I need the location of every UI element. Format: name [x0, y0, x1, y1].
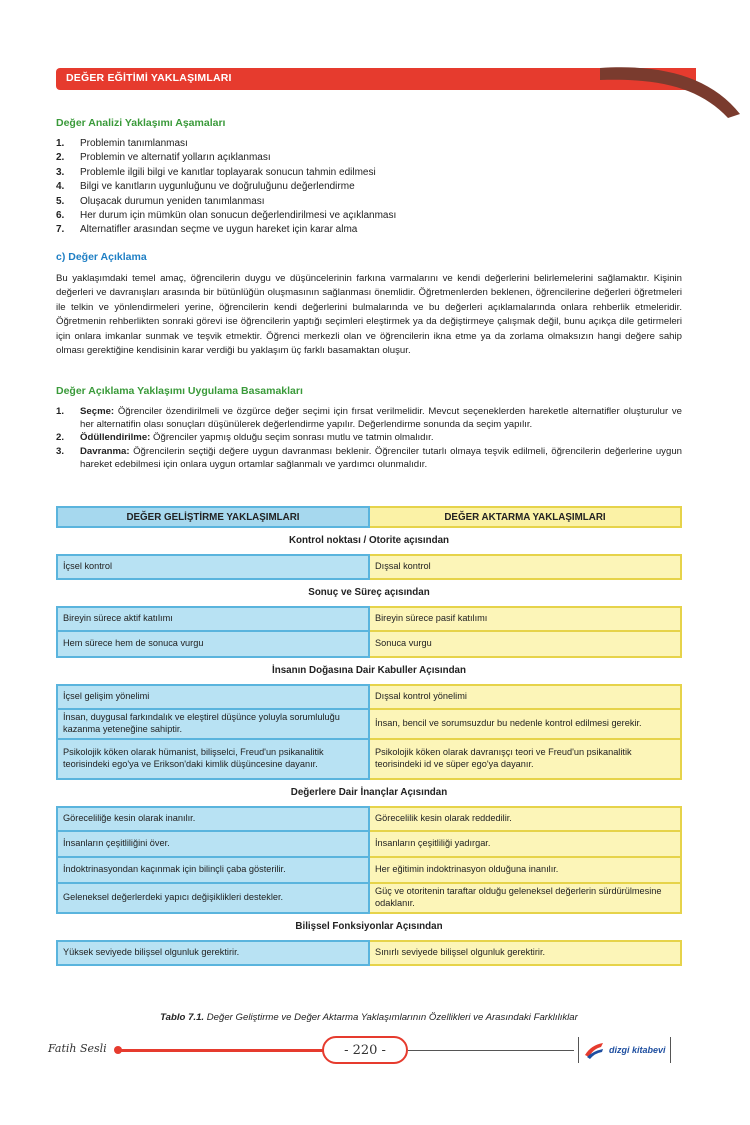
cell-development: Göreceliliğe kesin olarak inanılır.	[56, 806, 370, 832]
caption-text: Değer Geliştirme ve Değer Aktarma Yaklaşımlarının Özellikleri ve Arasındaki Farklılıklar	[206, 1012, 578, 1023]
table-caption	[56, 1012, 682, 1023]
cell-development: Hem sürece hem de sonuca vurgu	[56, 632, 370, 658]
analysis-step	[56, 180, 396, 194]
step-number: 6.	[56, 210, 65, 222]
table-group	[56, 606, 682, 658]
step-text: Alternatifler arasından seçme ve uygun hareket için karar alma	[80, 224, 358, 236]
step-text: Problemin ve alternatif yolların açıklanması	[80, 152, 271, 164]
step-text: Problemin tanımlanması	[80, 138, 188, 149]
caption-label: Tablo 7.1.	[160, 1012, 205, 1023]
analysis-title: Değer Analizi Yaklaşımı Aşamaları	[56, 117, 226, 129]
publisher-divider-right	[670, 1037, 671, 1063]
footer-author: Fatih Sesli	[48, 1042, 107, 1055]
table-category: Bilişsel Fonksiyonlar Açısından	[295, 921, 443, 932]
step-number: 4.	[56, 181, 65, 193]
analysis-step	[56, 195, 396, 209]
practice-text: Öğrencilerin seçtiği değere uygun davranması beklenir. Öğrenciler tutarlı olmaya teşvik edilmeli, öğrencilerin değerlerine uygun hareket edebilmesi için onlara uygun ortamlar sağlanmalı ve yardımcı olunmalıdır.	[80, 445, 682, 470]
step-number: 5.	[56, 195, 65, 207]
table-category: Değerlere Dair İnançlar Açısından	[290, 787, 448, 798]
table-category: Kontrol noktası / Otorite açısından	[288, 535, 450, 546]
cell-development: İndoktrinasyondan kaçınmak için bilinçli çaba gösterilir.	[56, 858, 370, 884]
cell-transmission: Sonuca vurgu	[370, 632, 682, 658]
table-row	[56, 606, 682, 632]
cell-transmission: Dışsal kontrol yönelimi	[370, 684, 682, 710]
practice-steps-list	[56, 405, 682, 471]
cell-development: Geleneksel değerlerdeki yapıcı değişiklikleri destekler.	[56, 884, 370, 914]
analysis-step	[56, 166, 396, 180]
publisher-divider	[578, 1037, 579, 1063]
practice-number: 3.	[56, 445, 65, 457]
analysis-step	[56, 223, 396, 237]
cell-transmission: Sınırlı seviyede bilişsel olgunluk gerektirir.	[370, 940, 682, 966]
cell-transmission: İnsanların çeşitliliği yadırgar.	[370, 832, 682, 858]
practice-title: Değer Açıklama Yaklaşımı Uygulama Basamakları	[56, 385, 303, 397]
table-row	[56, 806, 682, 832]
step-number: 7.	[56, 224, 65, 236]
cell-development: Bireyin sürece aktif katılımı	[56, 606, 370, 632]
chapter-header-title: DEĞER EĞİTİMİ YAKLAŞIMLARI	[66, 72, 232, 84]
table-row	[56, 740, 682, 780]
step-text: Oluşacak durumun yeniden tanımlanması	[80, 195, 265, 207]
publisher-name: dizgi kitabevi	[609, 1045, 666, 1055]
cell-development: Psikolojik köken olarak hümanist, bilişselci, Freud'un psikanalitik teorisindeki ego'ya ve Erikson'daki kimlik düşüncesine dayanır.	[56, 740, 370, 780]
table-category: Sonuç ve Süreç açısından	[308, 587, 430, 598]
footer-rule-left	[118, 1049, 324, 1052]
step-text: Problemle ilgili bilgi ve kanıtlar toplayarak sonucun tahmin edilmesi	[80, 166, 376, 178]
table-header-left: DEĞER GELİŞTİRME YAKLAŞIMLARI	[56, 506, 370, 528]
cell-development: Yüksek seviyede bilişsel olgunluk gerektirir.	[56, 940, 370, 966]
practice-number: 2.	[56, 432, 65, 444]
practice-number: 1.	[56, 406, 65, 417]
table-row	[56, 684, 682, 710]
cell-transmission: Bireyin sürece pasif katılımı	[370, 606, 682, 632]
step-text: Bilgi ve kanıtların uygunluğunu ve doğruluğunu değerlendirme	[80, 181, 355, 193]
practice-text: Öğrenciler yapmış olduğu seçim sonrası mutlu ve tatmin olmalıdır.	[153, 432, 434, 444]
practice-term: Seçme:	[80, 406, 115, 417]
footer-rule-right	[408, 1050, 574, 1051]
step-number: 2.	[56, 152, 65, 164]
step-number: 1.	[56, 138, 65, 149]
table-group	[56, 554, 682, 580]
cell-transmission: Dışsal kontrol	[370, 554, 682, 580]
cell-transmission: Her eğitimin indoktrinasyon olduğuna inanılır.	[370, 858, 682, 884]
cell-development: İçsel gelişim yönelimi	[56, 684, 370, 710]
analysis-steps-list	[56, 137, 396, 238]
table-group	[56, 806, 682, 914]
clarification-paragraph: Bu yaklaşımdaki temel amaç, öğrencilerin duygu ve düşüncelerinin farkına varmalarını ve kendi değerlerini belirlemelerini sağlamaktır. Kişinin değerleri ve davranışları arasında bir bütünlüğün oluşmasının sağlanması önemlidir. Öğretmenlerden beklenen, öğrencilerine değerleri öğretmeleri ile telkin ve yönlendirmeleri yerine, öğrencilerin kendi değerlerini bulmalarında ve bu değerleri açıklamalarında onlara rehberlik etmeleridir. Öğretmenin rehberlikten sonraki görevi ise öğrencilerin yaptığı seçimleri eleştirmek ya da değiştirmeye çalışmak değil, bunu açıkça dile getirmeleri için onlara imkanlar sunmak ve teşvik etmektir. Öğrenci merkezli olan ve öğrencilerin ikna etme ya da zorlama olmaksızın hangi değere sahip olması gerektiğine kendisinin karar verdiği bu yaklaşım üç farklı basamaktan oluşur.	[56, 273, 682, 357]
cell-transmission: Görecelilik kesin olarak reddedilir.	[370, 806, 682, 832]
table-row	[56, 554, 682, 580]
practice-step	[56, 431, 682, 444]
table-category: İnsanın Doğasına Dair Kabuller Açısından	[272, 665, 466, 676]
practice-step	[56, 445, 682, 471]
page-number: - 220 -	[322, 1036, 408, 1064]
step-text: Her durum için mümkün olan sonucun değerlendirilmesi ve açıklanması	[80, 210, 397, 222]
practice-term: Ödüllendirilme:	[80, 432, 151, 444]
cell-development: İçsel kontrol	[56, 554, 370, 580]
practice-text: Öğrenciler özendirilmeli ve özgürce değer seçimi için fırsat verilmelidir. Mevcut seçeneklerden hareketle alternatifler oluşturulur ve her alternatifin olası sonuçları düşünülerek değerlendirme yapılır. Değerlendirme sonunda da seçim yapılır.	[80, 406, 682, 431]
table-row	[56, 884, 682, 914]
step-number: 3.	[56, 166, 65, 178]
analysis-step	[56, 209, 396, 223]
header-swoosh-decoration	[600, 58, 750, 122]
clarification-title: c) Değer Açıklama	[56, 251, 147, 263]
practice-step	[56, 405, 682, 431]
table-group	[56, 940, 682, 966]
table-header-right: DEĞER AKTARMA YAKLAŞIMLARI	[370, 506, 682, 528]
table-row	[56, 632, 682, 658]
cell-development: İnsanların çeşitliliğini över.	[56, 832, 370, 858]
table-row	[56, 832, 682, 858]
table-row	[56, 858, 682, 884]
practice-term: Davranma:	[80, 445, 130, 457]
cell-development: İnsan, duygusal farkındalık ve eleştirel düşünce yoluyla sorumluluğu kazanma yeteneğine sahiptir.	[56, 710, 370, 740]
analysis-step	[56, 137, 396, 151]
cell-transmission: İnsan, bencil ve sorumsuzdur bu nedenle kontrol edilmesi gerekir.	[370, 710, 682, 740]
publisher-logo	[578, 1036, 688, 1064]
comparison-table	[56, 506, 682, 966]
table-row	[56, 710, 682, 740]
cell-transmission: Psikolojik köken olarak davranışçı teori ve Freud'un psikanalitik teorisindeki id ve süper ego'ya dayanır.	[370, 740, 682, 780]
book-logo-icon	[583, 1039, 605, 1061]
table-group	[56, 684, 682, 780]
cell-transmission: Güç ve otoritenin taraftar olduğu geleneksel değerlerin sürdürülmesine odaklanır.	[370, 884, 682, 914]
table-row	[56, 940, 682, 966]
analysis-step	[56, 151, 396, 165]
